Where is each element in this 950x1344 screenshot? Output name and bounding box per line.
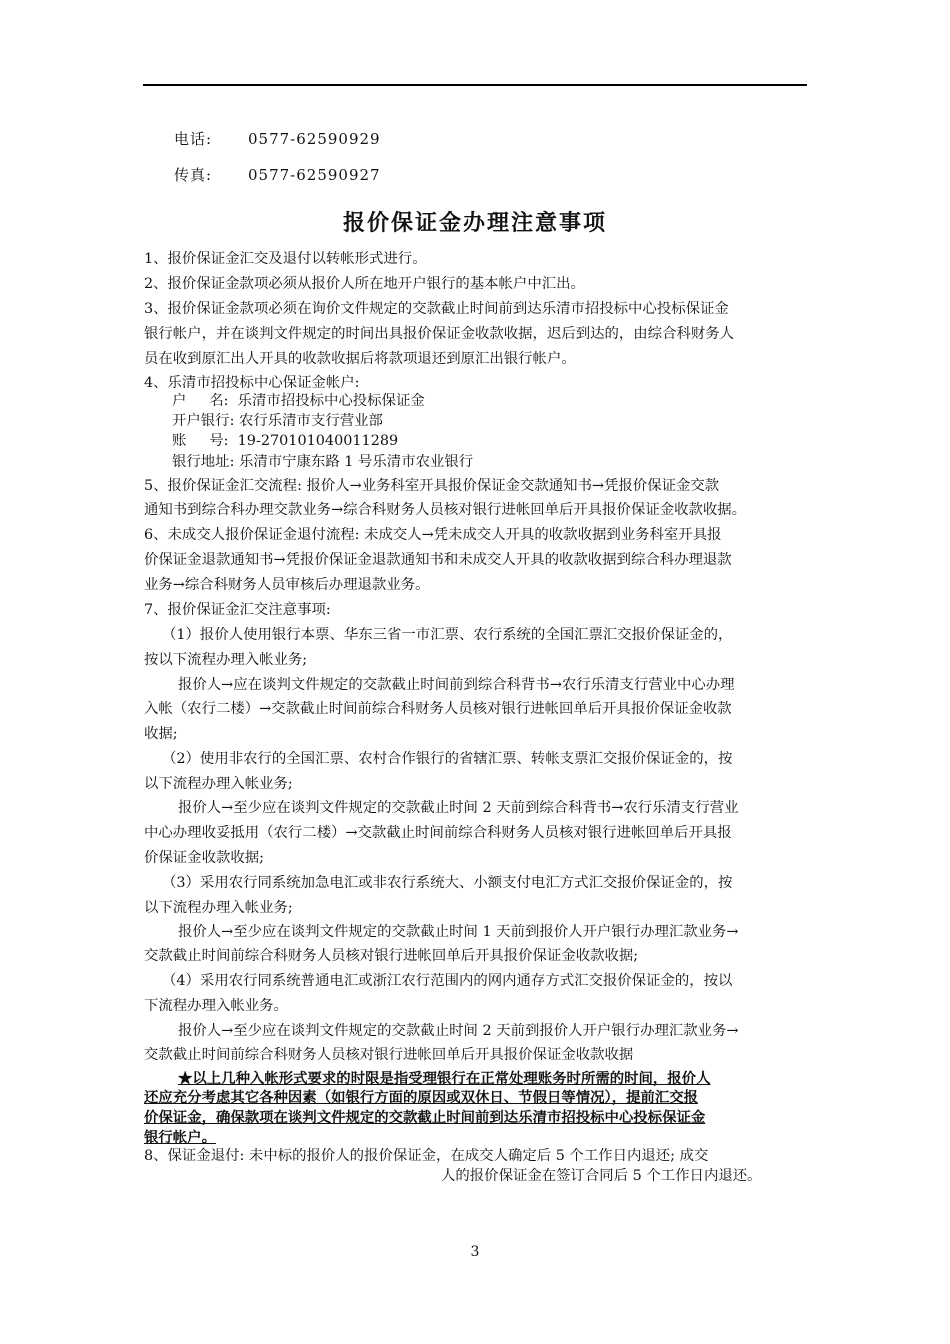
text-line: 3、报价保证金款项必须在询价文件规定的交款截止时间前到达乐清市招投标中心投标保证金 (144, 301, 729, 317)
text-line: 下流程办理入帐业务。 (144, 998, 288, 1014)
text-line: 报价人→应在谈判文件规定的交款截止时间前到综合科背书→农行乐清支行营业中心办理 (178, 677, 735, 693)
text-line: 银行帐户，并在谈判文件规定的时间出具报价保证金收款收据，迟后到达的，由综合科财务人 (144, 326, 735, 342)
text-line: 6、未成交人报价保证金退付流程: 未成交人→凭未成交人开具的收款收据到业务科室开具报 (144, 527, 722, 543)
bank-line: 开户银行: 农行乐清市支行营业部 (172, 413, 383, 429)
notice-line: ★以上几种入帐形式要求的时限是指受理银行在正常处理账务时所需的时间，报价人 (178, 1070, 711, 1087)
text-line: 收据; (144, 726, 178, 742)
account-number-line: 账 号: 19-270101040011289 (172, 433, 399, 449)
phone-line (174, 128, 381, 149)
account-name-line: 户 名: 乐清市招投标中心投标保证金 (172, 393, 425, 409)
notice-line: 还应充分考虑其它各种因素（如银行方面的原因或双休日、节假日等情况），提前汇交报 (144, 1089, 699, 1106)
header-rule (143, 84, 807, 86)
text-line: （3）采用农行同系统加急电汇或非农行系统大、小额支付电汇方式汇交报价保证金的，按 (162, 875, 733, 891)
notice-line: 银行帐户。 (144, 1129, 216, 1146)
text-line: （2）使用非农行的全国汇票、农村合作银行的省辖汇票、转帐支票汇交报价保证金的，按 (162, 751, 733, 767)
text-line: 业务→综合科财务人员审核后办理退款业务。 (144, 577, 430, 593)
fax-label: 传真: (174, 166, 213, 184)
text-line: （1）报价人使用银行本票、华东三省一市汇票、农行系统的全国汇票汇交报价保证金的， (162, 627, 733, 643)
text-line: 人的报价保证金在签订合同后 5 个工作日内退还。 (441, 1168, 762, 1184)
text-line: （4）采用农行同系统普通电汇或浙江农行范围内的网内通存方式汇交报价保证金的，按以 (162, 973, 733, 989)
text-line: 报价人→至少应在谈判文件规定的交款截止时间 2 天前到综合科背书→农行乐清支行营业 (178, 800, 739, 816)
text-line: 1、报价保证金汇交及退付以转帐形式进行。 (144, 251, 427, 267)
text-line: 交款截止时间前综合科财务人员核对银行进帐回单后开具报价保证金收款收据 (144, 1047, 634, 1063)
phone-number: 0577-62590929 (248, 130, 381, 148)
text-line: 按以下流程办理入帐业务; (144, 652, 308, 668)
bank-address-line: 银行地址: 乐清市宁康东路 1 号乐清市农业银行 (172, 454, 474, 470)
text-line: 入帐（农行二楼）→交款截止时间前综合科财务人员核对银行进帐回单后开具报价保证金收款 (144, 701, 732, 717)
notice-line: 价保证金，确保款项在谈判文件规定的交款截止时间前到达乐清市招投标中心投标保证金 (144, 1109, 706, 1126)
fax-line (174, 164, 381, 185)
text-line: 通知书到综合科办理交款业务→综合科财务人员核对银行进帐回单后开具报价保证金收款收据。 (144, 502, 747, 518)
text-line: 2、报价保证金款项必须从报价人所在地开户银行的基本帐户中汇出。 (144, 276, 585, 292)
text-line: 以下流程办理入帐业务; (144, 900, 293, 916)
text-line: 交款截止时间前综合科财务人员核对银行进帐回单后开具报价保证金收款收据; (144, 948, 639, 964)
text-line: 8、保证金退付: 未中标的报价人的报价保证金，在成交人确定后 5 个工作日内退还; 成交 (144, 1148, 709, 1164)
text-line: 价保证金退款通知书→凭报价保证金退款通知书和未成交人开具的收款收据到综合科办理退款 (144, 552, 732, 568)
phone-label: 电话: (174, 130, 213, 148)
text-line: 员在收到原汇出人开具的收款收据后将款项退还到原汇出银行帐户。 (144, 351, 576, 367)
text-line: 5、报价保证金汇交流程: 报价人→业务科室开具报价保证金交款通知书→凭报价保证金交款 (144, 478, 720, 494)
fax-number: 0577-62590927 (248, 166, 381, 184)
text-line: 报价人→至少应在谈判文件规定的交款截止时间 2 天前到报价人开户银行办理汇款业务→ (178, 1023, 739, 1039)
text-line: 7、报价保证金汇交注意事项: (144, 602, 331, 618)
page-number: 3 (470, 1244, 480, 1260)
text-line: 4、乐清市招投标中心保证金帐户: (144, 375, 360, 391)
text-line: 中心办理收妥抵用（农行二楼）→交款截止时间前综合科财务人员核对银行进帐回单后开具报 (144, 825, 732, 841)
text-line: 以下流程办理入帐业务; (144, 776, 293, 792)
text-line: 报价人→至少应在谈判文件规定的交款截止时间 1 天前到报价人开户银行办理汇款业务→ (178, 924, 739, 940)
text-line: 价保证金收款收据; (144, 850, 264, 866)
page-title: 报价保证金办理注意事项 (342, 210, 607, 236)
